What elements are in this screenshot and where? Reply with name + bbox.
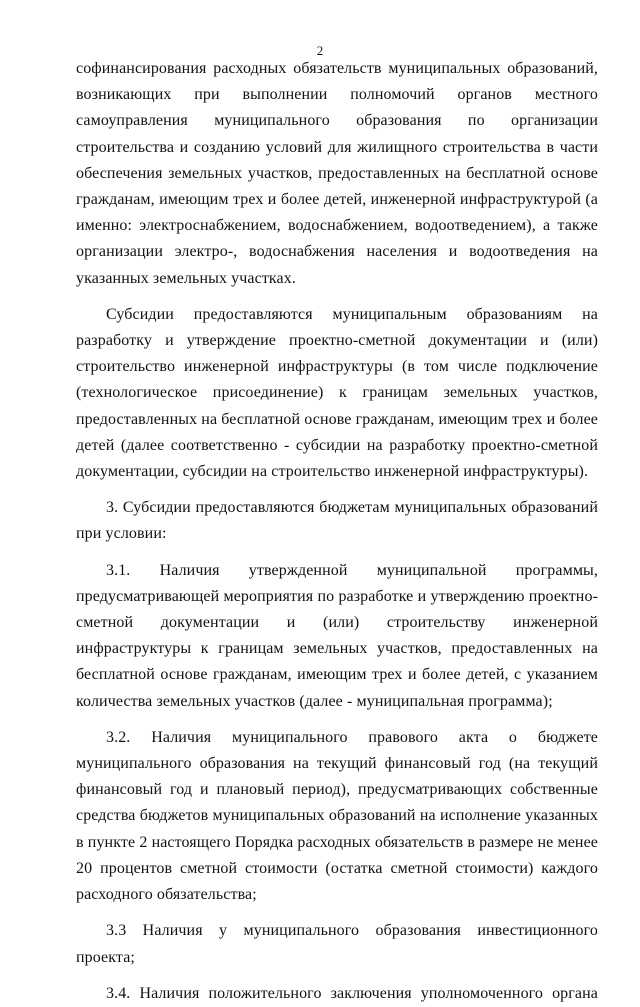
paragraph-condition-3-3: 3.3 Наличия у муниципального образования инвестиционного проекта; bbox=[76, 922, 598, 966]
paragraph-subsidies-purpose: Субсидии предоставляются муниципальным образованиям на разработку и утверждение проектно-сметной документации и (или) строительство инженерной инфраструктуры (в том числе подключение (технологическое присоединение) к границам земельных участков, предоставленных на бесплатной основе гражданам, имеющим трех и более детей (далее соответственно - субсидии на разработку проектно-сметной документации, субсидии на строительство инженерной инфраструктуры). bbox=[76, 305, 598, 481]
page-number: 2 bbox=[316, 43, 324, 58]
paragraph-condition-3-1: предусматривающей мероприятия по разработке и утверждению проектно-сметной документации и (или) строительству инженерной инфраструктуры к границам земельных участков, предоставленных на бесплатной основе гражданам, имеющим трех и более детей, с указанием количества земельных участков (далее - муниципальная программа); bbox=[76, 587, 598, 710]
paragraph-condition-3-2: 3.2. Наличия муниципального правового акта о бюджете муниципального образования на текущий финансовый год (на текущий финансовый год и плановый период), предусматривающих собственные средства бюджетов муниципальных образований на исполнение указанных в пункте 2 настоящего Порядка расходных обязательств в размере не менее 20 процентов сметной стоимости (остатка сметной стоимости) каждого расходного обязательства; bbox=[76, 728, 598, 904]
paragraph-condition-3-4: 3.4. Наличия положительного заключения уполномоченного органа bbox=[106, 984, 598, 1002]
paragraph-subsidy-conditions: 3. Субсидии предоставляются бюджетам муниципальных образований при условии: bbox=[76, 499, 598, 543]
document-body bbox=[76, 56, 598, 1007]
paragraph-condition-3-1-heading: 3.1. Наличия утвержденной муниципальной программы, bbox=[106, 561, 598, 579]
paragraph-cofinancing: софинансирования расходных обязательств муниципальных образований, возникающих при выполнении полномочий органов местного самоуправления муниципального образования по организации строительства и созданию условий для жилищного строительства в части обеспечения земельных участков, предоставленных на бесплатной основе гражданам, имеющим трех и более детей, инженерной инфраструктурой (а именно: электроснабжением, водоснабжением, водоотведением), а также организации электро-, водоснабжения населения и водоотведения на указанных земельных участках. bbox=[76, 60, 598, 287]
